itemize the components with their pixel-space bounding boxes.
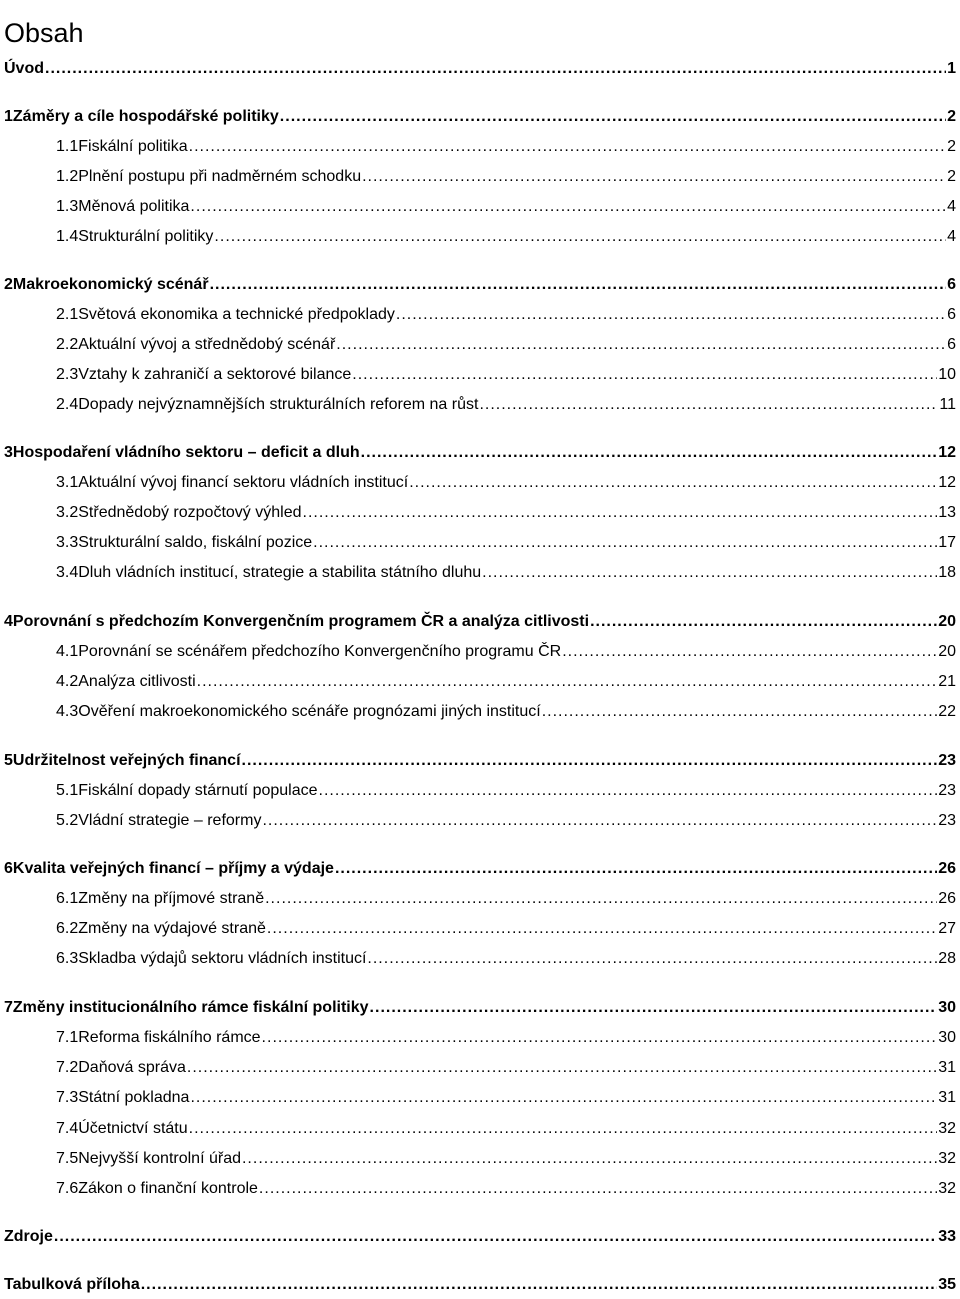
toc-entry-number: 6.2 [56, 920, 79, 937]
toc-leader-dots [562, 641, 937, 663]
toc-leader-dots [396, 304, 946, 326]
toc-leader-dots [262, 810, 937, 832]
toc-entry-number: 6.1 [56, 890, 79, 907]
toc-entry-title: Plnění postupu při nadměrném schodku [78, 168, 362, 185]
toc-entry-page: 23 [938, 752, 956, 769]
toc-entry-number: 4.3 [56, 703, 79, 720]
toc-entry-page: 2 [947, 108, 956, 125]
toc-entry-number: 2 [4, 276, 13, 293]
toc-entry-page: 32 [938, 1120, 956, 1137]
toc-entry-page: 27 [938, 920, 956, 937]
toc-entry-number: 7.6 [56, 1180, 79, 1197]
toc-entry-page: 6 [947, 306, 956, 323]
toc-leader-dots [190, 196, 946, 218]
toc-entry-tabulkova-priloha[interactable] [4, 1274, 956, 1296]
toc-entry-section[interactable] [4, 226, 956, 248]
toc-entry-number: 4.1 [56, 643, 79, 660]
toc-entry-number: 7.4 [56, 1120, 79, 1137]
toc-entry-title: Světová ekonomika a technické předpoklady [78, 306, 395, 323]
toc-leader-dots [189, 1118, 938, 1140]
toc-entry-section[interactable] [4, 888, 956, 910]
toc-leader-dots [210, 274, 947, 296]
toc-entry-chapter-4[interactable] [4, 611, 956, 633]
toc-entry-page: 20 [938, 643, 956, 660]
toc-entry-section[interactable] [4, 562, 956, 584]
toc-entry-number: 1 [4, 108, 13, 125]
toc-entry-title: Tabulková příloha [4, 1276, 140, 1293]
toc-leader-dots [319, 780, 938, 802]
toc-entry-number: 7.2 [56, 1059, 79, 1076]
toc-entry-section[interactable] [4, 1057, 956, 1079]
toc-entry-page: 4 [947, 228, 956, 245]
toc-entry-number: 4.2 [56, 673, 79, 690]
toc-entry-section[interactable] [4, 196, 956, 218]
toc-entry-number: 3.3 [56, 534, 79, 551]
toc-entry-title: Úvod [4, 60, 44, 77]
toc-entry-section[interactable] [4, 671, 956, 693]
toc-entry-section[interactable] [4, 1148, 956, 1170]
toc-leader-dots [482, 562, 937, 584]
toc-entry-page: 12 [938, 444, 956, 461]
toc-entry-title: Záměry a cíle hospodářské politiky [12, 108, 279, 125]
toc-entry-number: 3.2 [56, 504, 79, 521]
toc-entry-section[interactable] [4, 1118, 956, 1140]
toc-leader-dots [479, 394, 938, 416]
toc-leader-dots [590, 611, 937, 633]
toc-entry-chapter-6[interactable] [4, 858, 956, 880]
toc-entry-title: Fiskální politika [78, 138, 188, 155]
toc-leader-dots [242, 1148, 937, 1170]
toc-entry-section[interactable] [4, 532, 956, 554]
toc-entry-number: 2.1 [56, 306, 79, 323]
toc-entry-title: Aktuální vývoj financí sektoru vládních institucí [78, 474, 409, 491]
toc-entry-chapter-2[interactable] [4, 274, 956, 296]
toc-entry-title: Porovnání se scénářem předchozího Konvergenčního programu ČR [78, 643, 562, 660]
toc-entry-number: 7.3 [56, 1089, 79, 1106]
toc-entry-title: Změny na příjmové straně [78, 890, 265, 907]
toc-entry-section[interactable] [4, 502, 956, 524]
toc-entry-title: Vládní strategie – reformy [78, 812, 262, 829]
toc-entry-number: 2.2 [56, 336, 79, 353]
toc-entry-page: 22 [938, 703, 956, 720]
toc-entry-title: Změny institucionálního rámce fiskální politiky [12, 999, 369, 1016]
toc-entry-section[interactable] [4, 334, 956, 356]
toc-entry-number: 1.4 [56, 228, 79, 245]
toc-entry-title: Kvalita veřejných financí – příjmy a výdaje [12, 860, 334, 877]
toc-entry-number: 7.1 [56, 1029, 79, 1046]
toc-entry-number: 3 [4, 444, 13, 461]
toc-entry-number: 5.2 [56, 812, 79, 829]
toc-entry-page: 1 [947, 60, 956, 77]
toc-entry-section[interactable] [4, 918, 956, 940]
toc-entry-number: 6.3 [56, 950, 79, 967]
toc-leader-dots [242, 750, 938, 772]
toc-entry-section[interactable] [4, 394, 956, 416]
toc-entry-chapter-5[interactable] [4, 750, 956, 772]
toc-leader-dots [367, 948, 937, 970]
toc-entry-title: Hospodaření vládního sektoru – deficit a dluh [12, 444, 360, 461]
toc-leader-dots [362, 166, 946, 188]
toc-entry-number: 3.4 [56, 564, 79, 581]
toc-entry-page: 31 [938, 1089, 956, 1106]
toc-entry-title: Udržitelnost veřejných financí [12, 752, 241, 769]
toc-leader-dots [280, 106, 946, 128]
toc-entry-number: 5.1 [56, 782, 79, 799]
toc-leader-dots [214, 226, 946, 248]
toc-entry-number: 7.5 [56, 1150, 79, 1167]
toc-leader-dots [313, 532, 937, 554]
toc-entry-number: 4 [4, 613, 13, 630]
toc-entry-number: 1.1 [56, 138, 79, 155]
toc-leader-dots [335, 858, 937, 880]
toc-entry-page: 10 [938, 366, 956, 383]
toc-entry-section[interactable] [4, 1087, 956, 1109]
toc-leader-dots [370, 997, 938, 1019]
toc-entry-title: Střednědobý rozpočtový výhled [78, 504, 302, 521]
toc-leader-dots [352, 364, 937, 386]
toc-entry-title: Měnová politika [78, 198, 190, 215]
toc-entry-page: 6 [947, 336, 956, 353]
toc-leader-dots [197, 671, 938, 693]
toc-entry-title: Daňová správa [78, 1059, 186, 1076]
toc-entry-section[interactable] [4, 641, 956, 663]
toc-entry-page: 30 [938, 1029, 956, 1046]
toc-leader-dots [361, 442, 938, 464]
toc-entry-title: Dluh vládních institucí, strategie a stabilita státního dluhu [78, 564, 482, 581]
toc-entry-page: 26 [938, 860, 956, 877]
toc-entry-title: Zdroje [4, 1228, 53, 1245]
toc-leader-dots [141, 1274, 937, 1296]
toc-entry-title: Vztahy k zahraničí a sektorové bilance [78, 366, 352, 383]
toc-entry-section[interactable] [4, 304, 956, 326]
toc-entry-section[interactable] [4, 1178, 956, 1200]
toc-entry-page: 35 [938, 1276, 956, 1293]
toc-entry-section[interactable] [4, 166, 956, 188]
toc-entry-chapter-7[interactable] [4, 997, 956, 1019]
toc-leader-dots [189, 136, 946, 158]
toc-entry-title: Strukturální politiky [78, 228, 214, 245]
toc-entry-page: 32 [938, 1180, 956, 1197]
toc-entry-number: 6 [4, 860, 13, 877]
toc-entry-page: 21 [938, 673, 956, 690]
toc-entry-title: Fiskální dopady stárnutí populace [78, 782, 318, 799]
toc-entry-page: 23 [938, 812, 956, 829]
toc-entry-title: Reforma fiskálního rámce [78, 1029, 261, 1046]
toc-entry-chapter-1[interactable] [4, 106, 956, 128]
toc-leader-dots [262, 1027, 938, 1049]
toc-leader-dots [336, 334, 946, 356]
toc-entry-number: 7 [4, 999, 13, 1016]
toc-entry-chapter-3[interactable] [4, 442, 956, 464]
toc-entry-page: 4 [947, 198, 956, 215]
toc-entry-title: Dopady nejvýznamnějších strukturálních reforem na růst [78, 396, 479, 413]
page-title: Obsah [4, 18, 84, 49]
toc-entry-number: 1.2 [56, 168, 79, 185]
toc-entry-title: Aktuální vývoj a střednědobý scénář [78, 336, 336, 353]
toc-entry-number: 1.3 [56, 198, 79, 215]
toc-entry-title: Státní pokladna [78, 1089, 190, 1106]
toc-entry-section[interactable] [4, 701, 956, 723]
toc-entry-page: 12 [938, 474, 956, 491]
toc-entry-section[interactable] [4, 472, 956, 494]
toc-entry-page: 30 [938, 999, 956, 1016]
toc-entry-page: 26 [938, 890, 956, 907]
toc-entry-page: 32 [938, 1150, 956, 1167]
toc-entry-section[interactable] [4, 364, 956, 386]
toc-entry-page: 23 [938, 782, 956, 799]
toc-entry-number: 2.4 [56, 396, 79, 413]
toc-entry-title: Porovnání s předchozím Konvergenčním programem ČR a analýza citlivosti [12, 613, 590, 630]
toc-entry-title: Zákon o finanční kontrole [78, 1180, 258, 1197]
toc-entry-zdroje[interactable] [4, 1226, 956, 1248]
toc-entry-title: Skladba výdajů sektoru vládních institucí [78, 950, 367, 967]
toc-entry-page: 28 [938, 950, 956, 967]
toc-entry-title: Analýza citlivosti [78, 673, 196, 690]
toc-leader-dots [303, 502, 938, 524]
toc-leader-dots [542, 701, 938, 723]
toc-entry-section[interactable] [4, 1027, 956, 1049]
toc-leader-dots [409, 472, 937, 494]
toc-entry-page: 11 [939, 396, 956, 413]
toc-entry-title: Makroekonomický scénář [12, 276, 209, 293]
toc-entry-section[interactable] [4, 948, 956, 970]
toc-leader-dots [190, 1087, 937, 1109]
toc-entry-page: 20 [938, 613, 956, 630]
toc-entry-title: Účetnictví státu [78, 1120, 188, 1137]
toc-entry-page: 2 [947, 168, 956, 185]
toc-entry-page: 33 [938, 1228, 956, 1245]
toc-entry-title: Ověření makroekonomického scénáře prognózami jiných institucí [78, 703, 541, 720]
toc-entry-title: Změny na výdajové straně [78, 920, 266, 937]
toc-leader-dots [267, 918, 937, 940]
toc-entry-page: 17 [938, 534, 956, 551]
toc-entry-page: 13 [938, 504, 956, 521]
toc-entry-page: 6 [947, 276, 956, 293]
toc-entry-number: 2.3 [56, 366, 79, 383]
toc-leader-dots [45, 58, 946, 80]
toc-leader-dots [54, 1226, 937, 1248]
toc-entry-page: 31 [938, 1059, 956, 1076]
toc-leader-dots [187, 1057, 937, 1079]
toc-entry-page: 2 [947, 138, 956, 155]
toc-leader-dots [265, 888, 937, 910]
toc-entry-number: 3.1 [56, 474, 79, 491]
toc-entry-uvod[interactable] [4, 58, 956, 80]
toc-entry-title: Strukturální saldo, fiskální pozice [78, 534, 313, 551]
toc-entry-page: 18 [938, 564, 956, 581]
toc-entry-section[interactable] [4, 136, 956, 158]
toc-entry-number: 5 [4, 752, 13, 769]
toc-leader-dots [259, 1178, 937, 1200]
toc-entry-section[interactable] [4, 780, 956, 802]
toc-entry-section[interactable] [4, 810, 956, 832]
toc-entry-title: Nejvyšší kontrolní úřad [78, 1150, 241, 1167]
